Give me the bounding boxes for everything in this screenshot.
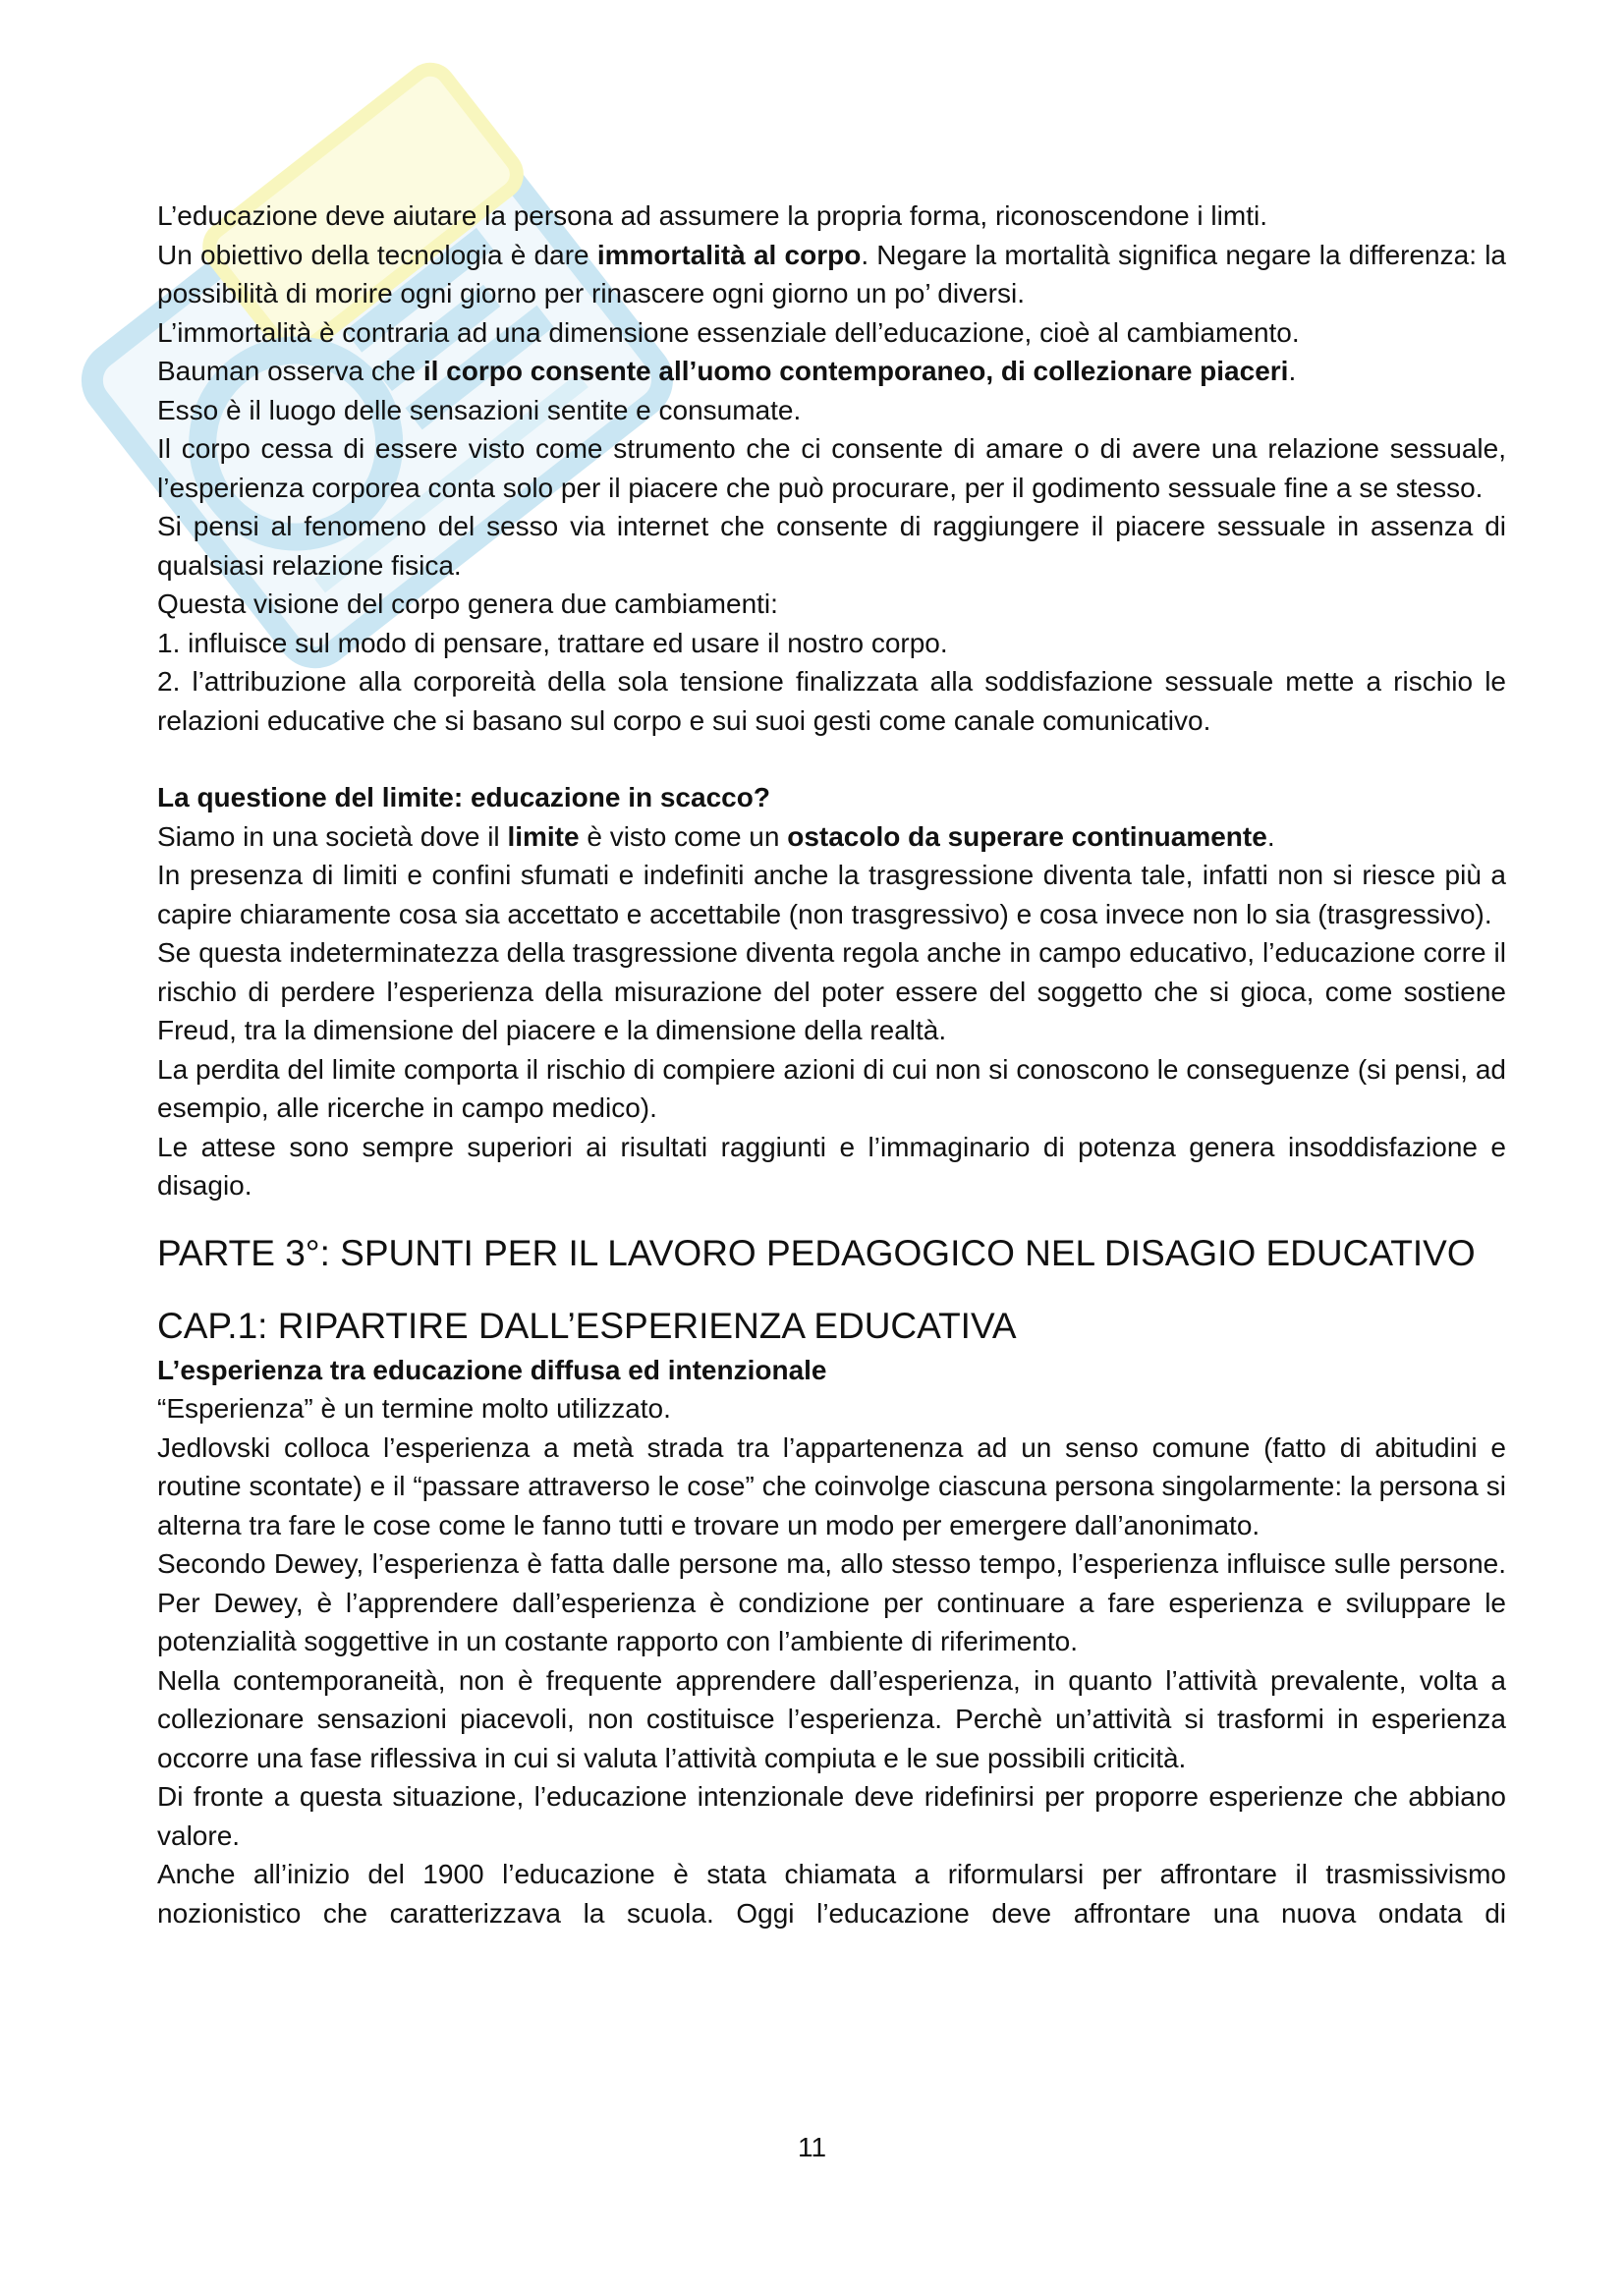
bold-emphasis: limite (507, 820, 580, 852)
section-limit-paragraphs (157, 817, 1506, 1205)
paragraph: In presenza di limiti e confini sfumati e indefiniti anche la trasgressione diventa tale, infatti non si riesce più a capire chiaramente cosa sia accettato e accettabile (non trasgressivo) e cosa invece non lo sia (trasgressivo). (157, 860, 1506, 929)
paragraph: “Esperienza” è un termine molto utilizzato. (157, 1393, 671, 1424)
paragraph: 2. l’attribuzione alla corporeità della sola tensione finalizzata alla soddisfazione sessuale mette a rischio le relazioni educative che si basano sul corpo e sui suoi gesti come canale comunicativo. (157, 666, 1506, 736)
paragraph: L’immortalità è contraria ad una dimensione essenziale dell’educazione, cioè al cambiamento. (157, 316, 1300, 348)
spacer (157, 1278, 1506, 1302)
bold-emphasis: il corpo consente all’uomo contemporaneo, di collezionare piaceri (422, 356, 1289, 386)
section-experience-paragraphs (157, 1389, 1506, 1932)
paragraph: Secondo Dewey, l’esperienza è fatta dalle persone ma, allo stesso tempo, l’esperienza influisce sulle persone. Per Dewey, è l’apprendere dall’esperienza è condizione per continuare a fare esperienza e sviluppare le potenzialità soggettive in un costante rapporto con l’ambiente di riferimento. (157, 1548, 1506, 1656)
chapter-heading: CAP.1: RIPARTIRE DALL’ESPERIENZA EDUCATIVA (157, 1305, 1017, 1346)
paragraph: Siamo in una società dove il limite è visto come un ostacolo da superare continuamente. (157, 820, 1275, 852)
spacer (157, 740, 1506, 778)
bold-emphasis: ostacolo da superare continuamente (787, 820, 1267, 852)
paragraph: Bauman osserva che il corpo consente all’uomo contemporaneo, di collezionare piaceri. (157, 356, 1297, 386)
bold-emphasis: immortalità al corpo (596, 239, 862, 270)
paragraph: Le attese sono sempre superiori ai risultati raggiunti e l’immaginario di potenza genera insoddisfazione e disagio. (157, 1131, 1506, 1201)
section-heading-experience: L’esperienza tra educazione diffusa ed intenzionale (157, 1354, 827, 1385)
paragraph: Di fronte a questa situazione, l’educazione intenzionale deve ridefinirsi per proporre esperienze che abbiano valore. (157, 1781, 1506, 1851)
paragraph: Esso è il luogo delle sensazioni sentite e consumate. (157, 394, 802, 425)
paragraph: La perdita del limite comporta il rischio di compiere azioni di cui non si conoscono le conseguenze (si pensi, ad esempio, alle ricerche in campo medico). (157, 1053, 1506, 1123)
paragraph: Un obiettivo della tecnologia è dare immortalità al corpo. Negare la mortalità significa negare la differenza: la possibilità di morire ogni giorno per rinascere ogni giorno un po’ diversi. (157, 239, 1506, 308)
document-body (157, 196, 1506, 1932)
part-heading: PARTE 3°: SPUNTI PER IL LAVORO PEDAGOGICO NEL DISAGIO EDUCATIVO (157, 1232, 1476, 1273)
section-heading-limit: La questione del limite: educazione in scacco? (157, 782, 770, 812)
paragraph: Nella contemporaneità, non è frequente apprendere dall’esperienza, in quanto l’attività prevalente, volta a collezionare sensazioni piacevoli, non costituisce l’esperienza. Perchè un’attività si trasformi in esperienza occorre una fase riflessiva in cui si valuta l’attività compiuta e le sue possibili criticità. (157, 1664, 1506, 1773)
paragraph: Questa visione del corpo genera due cambiamenti: (157, 588, 778, 619)
paragraph: Jedlovski colloca l’esperienza a metà strada tra l’appartenenza ad un senso comune (fatto di abitudini e routine scontate) e il “passare attraverso le cose” che coinvolge ciascuna persona singolarmente: la persona si alterna tra fare le cose come le fanno tutti e trovare un modo per emergere dall’anonimato. (157, 1431, 1506, 1540)
paragraph: Se questa indeterminatezza della trasgressione diventa regola anche in campo educativo, l’educazione corre il rischio di perdere l’esperienza della misurazione del poter essere del soggetto che si gioca, come sostiene Freud, tra la dimensione del piacere e la dimensione della realtà. (157, 937, 1506, 1045)
page-number: 11 (797, 2132, 827, 2162)
paragraph: Il corpo cessa di essere visto come strumento che ci consente di amare o di avere una relazione sessuale, l’esperienza corporea conta solo per il piacere che può procurare, per il godimento sessuale fine a se stesso. (157, 433, 1506, 503)
paragraph: L’educazione deve aiutare la persona ad assumere la propria forma, riconoscendone i limti. (157, 200, 1267, 231)
paragraph: Anche all’inizio del 1900 l’educazione è stata chiamata a riformularsi per affrontare il trasmissivismo nozionistico che caratterizzava la scuola. Oggi l’educazione deve affrontare una nuova ondata di (157, 1859, 1506, 1929)
paragraph: Si pensi al fenomeno del sesso via internet che consente di raggiungere il piacere sessuale in assenza di qualsiasi relazione fisica. (157, 511, 1506, 581)
section-body-paragraphs (157, 196, 1506, 740)
paragraph: 1. influisce sul modo di pensare, trattare ed usare il nostro corpo. (157, 627, 948, 658)
spacer (157, 1205, 1506, 1229)
